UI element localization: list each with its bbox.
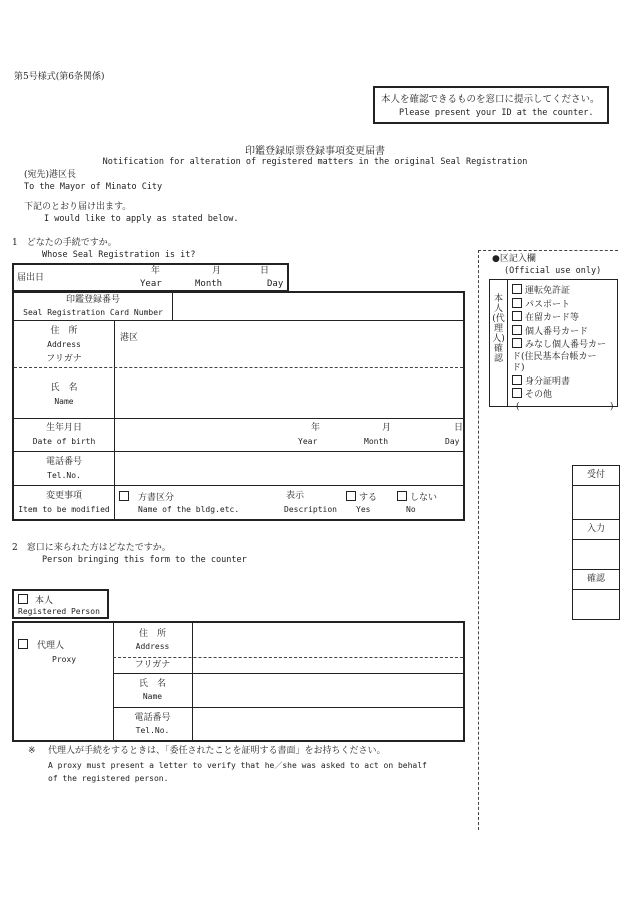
proxy-tel-input[interactable] [194, 709, 462, 739]
id-option-deemed-mynumber[interactable]: みなし個人番号カー [512, 338, 618, 352]
bldg-label-jp: 方書区分 [138, 493, 175, 503]
proxy-address-input[interactable] [194, 625, 462, 655]
id-check-box [489, 279, 618, 412]
id-option-license[interactable]: 運転免許証 [512, 284, 618, 298]
id-notice-jp: 本人を確認できるものを窓口に提示してください。 [381, 94, 600, 105]
main-table [12, 291, 465, 521]
addressee-en: To the Mayor of Minato City [24, 182, 163, 192]
bldg-checkbox[interactable] [119, 491, 129, 501]
address-value[interactable]: 港区 [120, 333, 139, 343]
id-option-deemed-cont1: ド(住民基本台帳カー [512, 351, 597, 362]
tel-input[interactable] [116, 453, 461, 483]
note-en-line2: of the registered person. [48, 774, 169, 783]
note-mark: ※ [28, 746, 36, 756]
proxy-label-jp: 代理人 [37, 641, 65, 651]
registered-label-en: Registered Person [18, 607, 100, 616]
section2-heading: 2 窓口に来られた方はどなたですか。 [12, 543, 171, 553]
date-month-jp: 月 [212, 266, 222, 276]
seal-no-label-jp: 印鑑登録番号 [65, 295, 120, 305]
address-label-en: Address [47, 340, 81, 349]
id-option-other-field[interactable]: ( ) [516, 401, 614, 412]
registered-checkbox[interactable] [18, 594, 28, 604]
dob-year-jp: 年 [311, 423, 321, 433]
date-label: 届出日 [17, 273, 45, 283]
proxy-tel-label-en: Tel.No. [135, 726, 170, 735]
no-option[interactable] [397, 491, 437, 504]
registered-label-jp: 本人 [35, 596, 54, 606]
official-title-en: (Official use only) [504, 266, 602, 276]
proxy-furigana-input[interactable] [194, 659, 462, 672]
name-label-jp: 氏 名 [50, 383, 78, 393]
official-divider [478, 250, 479, 830]
form-title-en: Notification for alteration of registered matters in the original Seal Registration [102, 157, 528, 167]
form-number: 第5号様式(第6条関係) [14, 72, 105, 82]
intro-jp: 下記のとおり届け出ます。 [24, 202, 132, 212]
tel-label-en: Tel.No. [47, 471, 81, 480]
id-check-side-label: 本人(代理人)確認 [492, 294, 505, 364]
stamp-column [572, 465, 620, 620]
tel-label-jp: 電話番号 [45, 457, 82, 467]
proxy-address-label-en: Address [135, 642, 170, 651]
seal-no-input[interactable] [174, 294, 461, 318]
dob-year-en: Year [298, 437, 318, 446]
date-year-en: Year [140, 279, 162, 289]
registered-person-box[interactable] [12, 589, 109, 619]
note-en-line1: A proxy must present a letter to verify that he／she was asked to act on behalf [48, 761, 427, 770]
proxy-table [12, 621, 465, 742]
yes-option[interactable] [346, 491, 377, 504]
furigana-input[interactable] [116, 356, 461, 366]
proxy-tel-label-jp: 電話番号 [134, 713, 171, 723]
display-label-jp: 表示 [286, 491, 305, 501]
addressee-jp: (宛先)港区長 [24, 170, 77, 180]
section1-subheading: Whose Seal Registration is it? [42, 250, 196, 260]
date-box [12, 263, 289, 292]
bldg-option[interactable] [119, 491, 174, 504]
bldg-label-en: Name of the bldg.etc. [138, 505, 240, 514]
dob-label-en: Date of birth [32, 437, 96, 446]
id-notice-en: Please present your ID at the counter. [399, 108, 594, 118]
dob-month-en: Month [364, 437, 389, 446]
section2-subheading: Person bringing this form to the counter [42, 555, 247, 565]
id-check-list [512, 284, 618, 413]
date-day-jp: 日 [260, 266, 270, 276]
no-checkbox[interactable] [397, 491, 407, 501]
id-notice-box [373, 86, 609, 124]
item-label-jp: 変更事項 [45, 491, 82, 501]
dob-day-jp: 日 [454, 423, 464, 433]
furigana-label: フリガナ [46, 354, 82, 364]
date-month-en: Month [195, 279, 223, 289]
seal-no-label-en: Seal Registration Card Number [23, 308, 163, 317]
id-option-id-card[interactable]: 身分証明書 [512, 375, 618, 389]
no-label-en: No [406, 505, 416, 514]
intro-en: I would like to apply as stated below. [44, 214, 239, 224]
display-label-en: Description [284, 505, 337, 514]
yes-checkbox[interactable] [346, 491, 356, 501]
dob-month-jp: 月 [382, 423, 392, 433]
proxy-label-en: Proxy [52, 655, 77, 664]
official-title-jp: ●区記入欄 [492, 254, 536, 264]
proxy-name-input[interactable] [194, 675, 462, 706]
form-title-jp: 印鑑登録原票登録事項変更届書 [245, 146, 385, 157]
official-top-line [478, 250, 618, 251]
id-option-mynumber-card[interactable]: 個人番号カード [512, 325, 618, 339]
dob-day-en: Day [445, 437, 460, 446]
proxy-furigana-label: フリガナ [134, 660, 171, 670]
stamp-confirm-label: 確認 [586, 574, 605, 584]
address-label-jp: 住 所 [50, 326, 78, 336]
name-input[interactable] [116, 369, 461, 417]
date-day-en: Day [267, 279, 284, 289]
name-label-en: Name [54, 397, 74, 406]
id-option-passport[interactable]: パスポート [512, 298, 618, 312]
yes-label-jp: する [359, 493, 378, 503]
dob-label-jp: 生年月日 [45, 423, 82, 433]
note-jp: 代理人が手続をするときは、「委任されたことを証明する書面」をお持ちください。 [48, 746, 386, 756]
item-label-en: Item to be modified [18, 505, 110, 514]
stamp-input-label: 入力 [586, 524, 605, 534]
proxy-name-label-jp: 氏 名 [138, 679, 166, 689]
yes-label-en: Yes [356, 505, 371, 514]
id-option-deemed-cont2: ド) [512, 363, 525, 373]
id-option-other[interactable]: その他 [512, 388, 618, 402]
proxy-name-label-en: Name [142, 692, 163, 701]
stamp-received-label: 受付 [586, 470, 605, 480]
proxy-address-label-jp: 住 所 [138, 629, 166, 639]
no-label-jp: しない [410, 493, 438, 503]
proxy-checkbox[interactable] [18, 639, 28, 649]
id-option-residence-card[interactable]: 在留カード等 [512, 311, 618, 325]
date-year-jp: 年 [151, 266, 161, 276]
section1-heading: 1 どなたの手続ですか。 [12, 238, 117, 248]
